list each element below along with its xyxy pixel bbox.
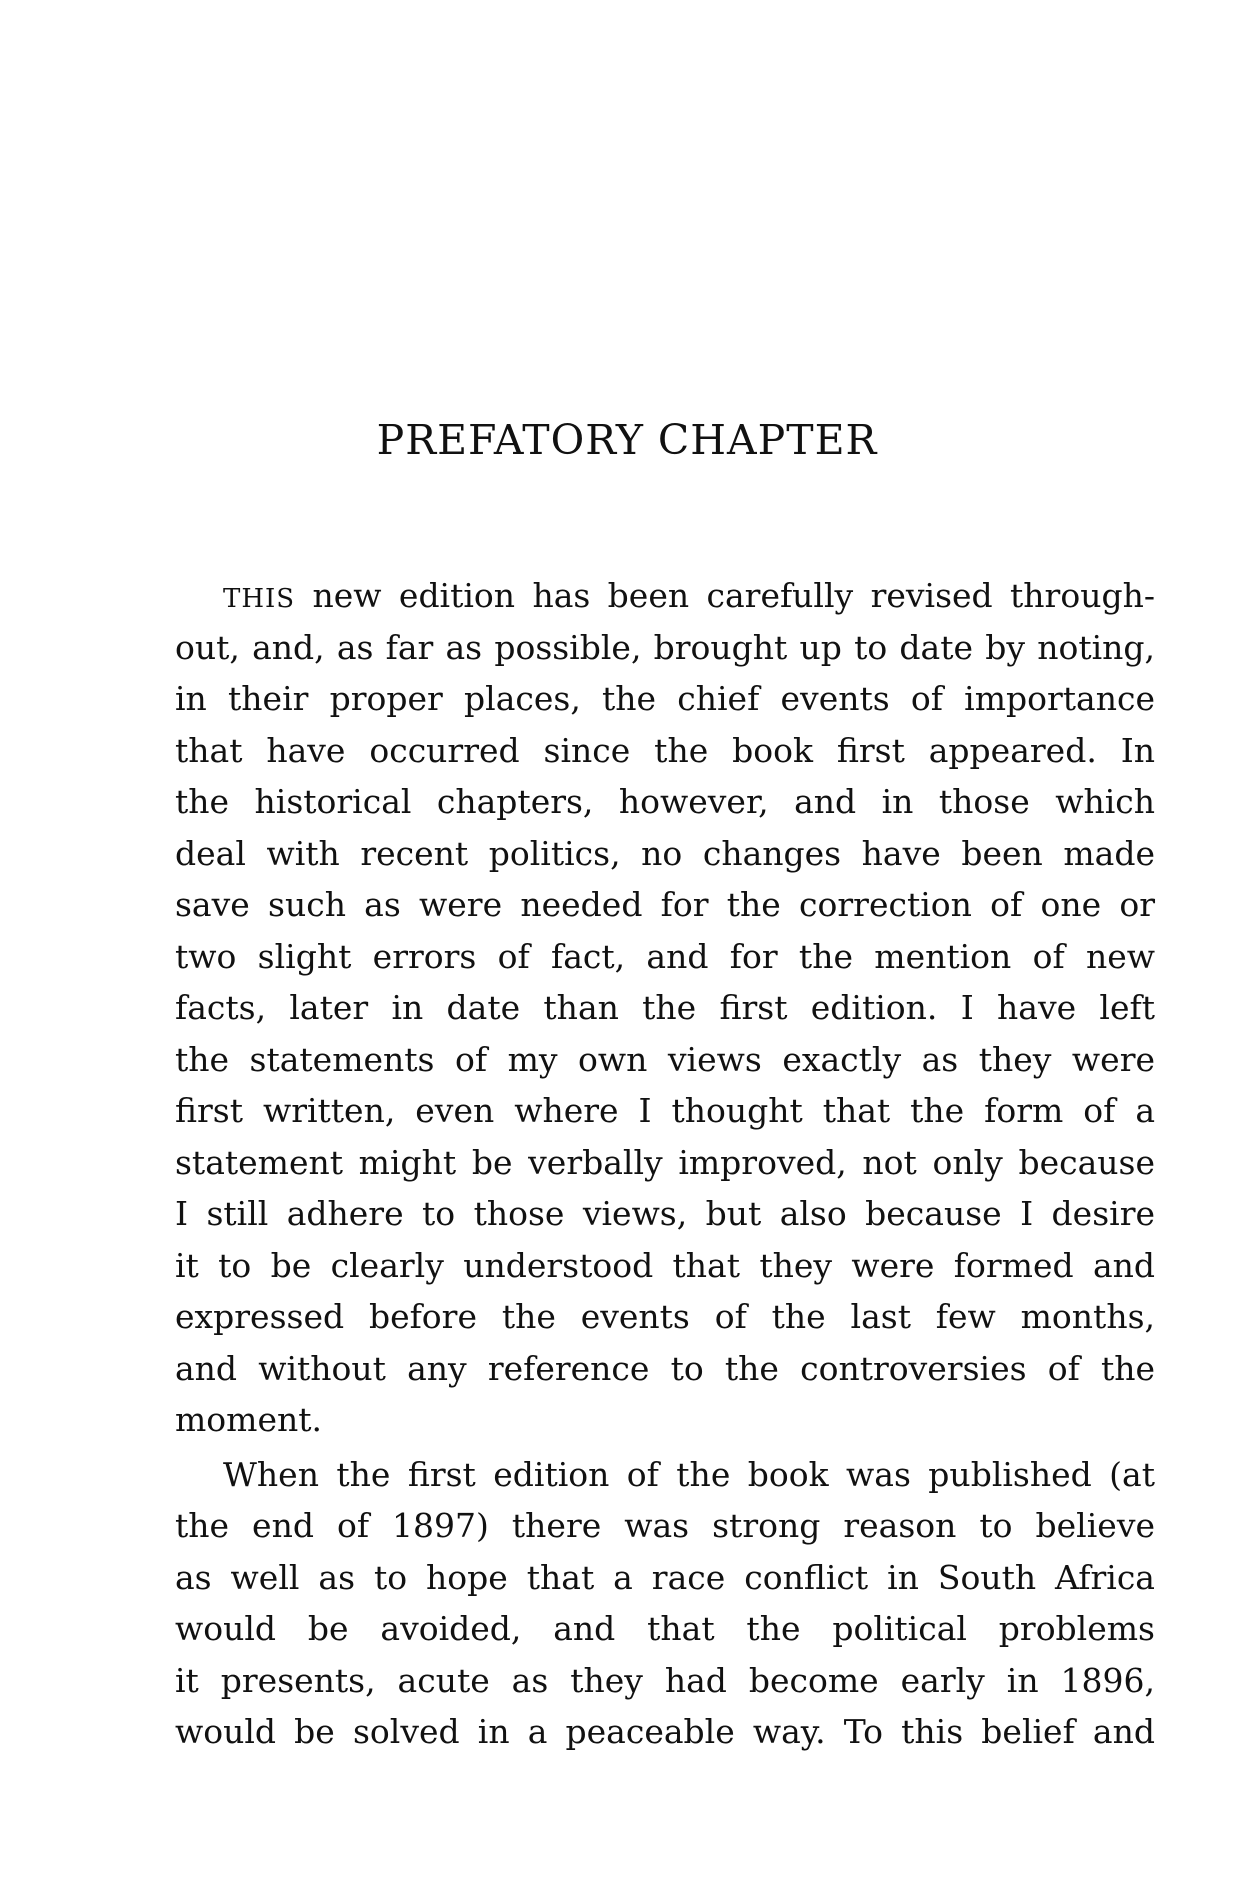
paragraph-line: facts, later in date than the first edition. I have left xyxy=(175,988,1155,1027)
paragraph-line: as well as to hope that a race conflict in South Africa xyxy=(175,1557,1155,1597)
paragraph-line: deal with recent politics, no changes have been made xyxy=(175,833,1155,873)
opening-small-caps: THIS xyxy=(223,584,296,614)
paragraph-line: would be avoided, and that the political problems xyxy=(175,1609,1155,1648)
paragraph-line: I still adhere to those views, but also because I desire xyxy=(175,1194,1155,1233)
paragraph-line: it to be clearly understood that they were formed and xyxy=(175,1245,1155,1285)
chapter-heading: PREFATORY CHAPTER xyxy=(376,416,878,464)
paragraph-line: would be solved in a peaceable way. To this belief and xyxy=(175,1712,1155,1751)
paragraph-line: that have occurred since the book first appeared. In xyxy=(175,730,1155,770)
chapter-body xyxy=(175,570,1155,1758)
paragraph-line: in their proper places, the chief events of importance xyxy=(175,679,1155,718)
paragraph-line: the statements of my own views exactly as they were xyxy=(175,1039,1155,1079)
paragraph-line: first written, even where I thought that the form of a xyxy=(175,1091,1155,1130)
paragraph-1 xyxy=(175,570,1155,1446)
paragraph-line xyxy=(175,570,1155,622)
paragraph-line: expressed before the events of the last few months, xyxy=(175,1297,1155,1336)
paragraph-line: the historical chapters, however, and in those which xyxy=(175,782,1155,821)
paragraph-line: the end of 1897) there was strong reason to believe xyxy=(175,1506,1155,1545)
paragraph-line: moment. xyxy=(175,1400,322,1439)
paragraph-line: and without any reference to the controversies of the xyxy=(175,1348,1155,1388)
paragraph-line: out, and, as far as possible, brought up to date by noting, xyxy=(175,627,1155,667)
paragraph-line: it presents, acute as they had become early in 1896, xyxy=(175,1660,1155,1700)
paragraph-line: save such as were needed for the correction of one or xyxy=(175,885,1155,924)
paragraph-line: two slight errors of fact, and for the mention of new xyxy=(175,936,1155,976)
paragraph-line: When the first edition of the book was published (at xyxy=(223,1454,1155,1494)
paragraph-line: statement might be verbally improved, not only because xyxy=(175,1142,1155,1182)
opening-line-text: new edition has been carefully revised through- xyxy=(295,576,1155,615)
paragraph-2 xyxy=(175,1449,1155,1758)
